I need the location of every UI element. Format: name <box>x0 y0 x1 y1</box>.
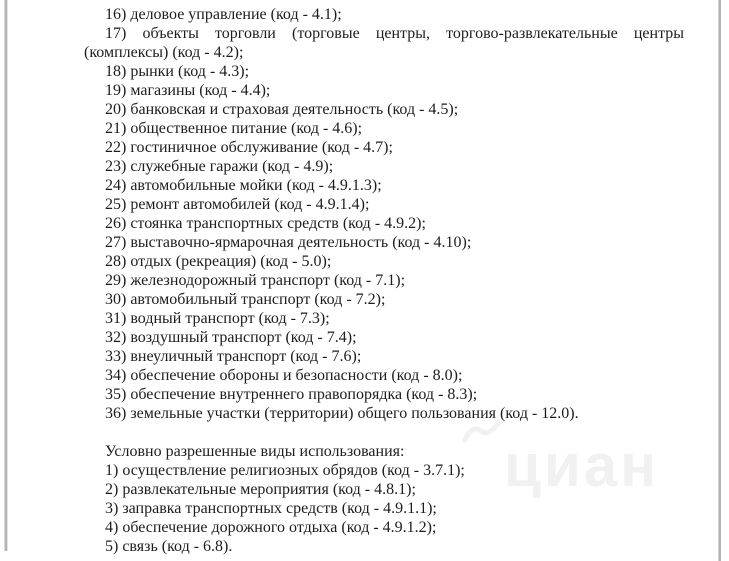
list-item: 17) объекты торговли (торговые центры, торгово-развлекательные центры (комплексы) (код - 4.2); <box>84 25 684 61</box>
list-item: 2) развлекательные мероприятия (код - 4.8.1); <box>105 481 416 498</box>
list-item: 22) гостиничное обслуживание (код - 4.7); <box>105 139 393 156</box>
section-heading: Условно разрешенные виды использования: <box>105 443 405 460</box>
list-item: 26) стоянка транспортных средств (код - 4.9.2); <box>105 215 426 232</box>
list-item: 1) осуществление религиозных обрядов (код - 3.7.1); <box>105 462 465 479</box>
list-item: 29) железнодорожный транспорт (код - 7.1); <box>105 272 406 289</box>
list-item: 3) заправка транспортных средств (код - 4.9.1.1); <box>105 500 437 517</box>
list-item: 34) обеспечение обороны и безопасности (код - 8.0); <box>105 367 463 384</box>
list-item: 4) обеспечение дорожного отдыха (код - 4.9.1.2); <box>105 519 437 536</box>
list-item: 25) ремонт автомобилей (код - 4.9.1.4); <box>105 196 370 213</box>
list-item: 32) воздушный транспорт (код - 7.4); <box>105 329 357 346</box>
list-item: 30) автомобильный транспорт (код - 7.2); <box>105 291 386 308</box>
list-item: 27) выставочно-ярмарочная деятельность (код - 4.10); <box>105 234 472 251</box>
list-item: 19) магазины (код - 4.4); <box>105 82 271 99</box>
list-item: 21) общественное питание (код - 4.6); <box>105 120 363 137</box>
list-item: 36) земельные участки (территории) общего пользования (код - 12.0). <box>105 405 579 422</box>
list-item: 35) обеспечение внутреннего правопорядка (код - 8.3); <box>105 386 478 403</box>
list-item: 28) отдых (рекреация) (код - 5.0); <box>105 253 332 270</box>
list-item: 20) банковская и страховая деятельность (код - 4.5); <box>105 101 459 118</box>
page-edge-right <box>719 0 721 561</box>
list-item: 24) автомобильные мойки (код - 4.9.1.3); <box>105 177 382 194</box>
list-item: 16) деловое управление (код - 4.1); <box>105 6 342 23</box>
list-item: 23) служебные гаражи (код - 4.9); <box>105 158 334 175</box>
list-item: 31) водный транспорт (код - 7.3); <box>105 310 330 327</box>
list-item: 33) внеуличный транспорт (код - 7.6); <box>105 348 362 365</box>
list-item: 18) рынки (код - 4.3); <box>105 63 250 80</box>
list-item: 5) связь (код - 6.8). <box>105 538 233 555</box>
document-body <box>84 5 684 556</box>
page-edge-left <box>5 0 7 551</box>
watermark-text: циан <box>504 432 660 499</box>
